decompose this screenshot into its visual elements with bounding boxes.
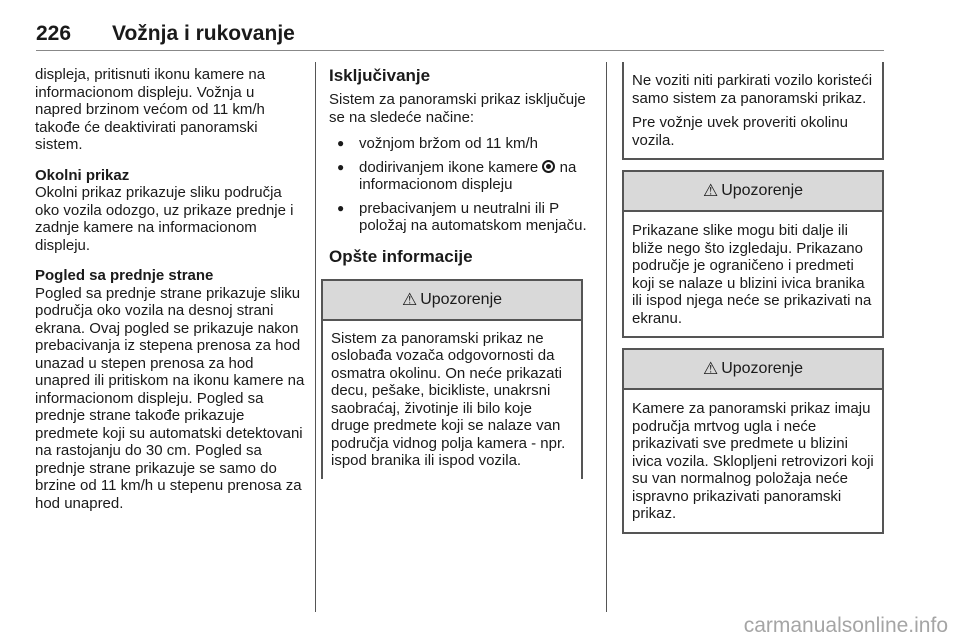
header-rule bbox=[36, 50, 884, 51]
section-front-view bbox=[35, 267, 305, 512]
section-text: Pogled sa prednje strane prikazuje sliku područja oko vozila na desnoj strani ekrana. Ovaj pogled se prikazuje nakon prebacivanja iz stepena prenosa za hod unazad u stepen prenosa za hod unapred ili pritiskom na ikonu kamere na informacionom displeju. Pogled sa prednje strane takođe prikazuje predmete koji su automatski detektovani na rastojanju do 30 cm. Pogled sa prednje strane prikazuje se samo do brzine od 11 km/h u stepenu prenosa za hod unapred. bbox=[35, 284, 305, 512]
list-item: ● vožnjom bržom od 11 km/h bbox=[329, 135, 594, 153]
turn-off-intro: Sistem za panoramski prikaz isključuje se na sledeće načine: bbox=[329, 91, 586, 126]
note-text: Pre vožnje uvek proveriti okolinu vozila. bbox=[632, 114, 848, 149]
warning-body bbox=[323, 321, 581, 479]
warning-box bbox=[321, 279, 583, 479]
section-title: Pogled sa prednje strane bbox=[35, 267, 214, 284]
intro-paragraph: displeja, pritisnuti ikonu kamere na informacionom displeju. Vožnja u napred brzinom većom od 11 km/h takođe će deaktivirati panoramski sistem. bbox=[35, 66, 266, 153]
warning-body bbox=[624, 212, 882, 336]
warning-text: Kamere za panoramski prikaz imaju područja mrtvog ugla i neće prikazivati sve predmete u blizini ivica vozila. Sklopljeni retrovizori koji su van normalnog položaja neće ispravno prikazivati panoramski prikaz. bbox=[632, 400, 874, 522]
list-item: ● dodirivanjem ikone kamere na informacionom displeju bbox=[329, 159, 594, 194]
warning-title: Upozorenje bbox=[721, 182, 804, 200]
warning-title: Upozorenje bbox=[420, 290, 503, 308]
warning-icon: ⚠ bbox=[401, 289, 418, 309]
column-divider-2 bbox=[606, 62, 607, 612]
note-body bbox=[624, 62, 882, 158]
camera-settings-icon bbox=[542, 160, 555, 173]
list-item: ● prebacivanjem u neutralni ili P položaj na automatskom menjaču. bbox=[329, 200, 594, 235]
section-text: Okolni prikaz prikazuje sliku područja oko vozila odozgo, uz prikaze prednje i zadnje kamere na informacionom displeju. bbox=[35, 184, 294, 254]
warning-text: Prikazane slike mogu biti dalje ili bliže nego što izgledaju. Prikazano područje je ograničeno i predmeti koji se nalaze u blizini ivica branika ili ispod njega neće se prikazivati na ekranu. bbox=[632, 222, 872, 327]
section-surround-view bbox=[35, 167, 305, 255]
warning-box bbox=[622, 170, 884, 338]
page-number: 226 bbox=[36, 22, 72, 45]
warning-header bbox=[624, 350, 882, 390]
page-title: Vožnja i rukovanje bbox=[112, 22, 295, 45]
warning-title: Upozorenje bbox=[721, 360, 804, 378]
warning-header bbox=[323, 281, 581, 321]
note-box bbox=[622, 62, 884, 160]
heading-general-info: Opšte informacije bbox=[329, 246, 473, 266]
turn-off-list bbox=[329, 135, 594, 235]
heading-turn-off: Isključivanje bbox=[329, 66, 431, 85]
warning-icon: ⚠ bbox=[702, 359, 719, 379]
warning-body bbox=[624, 390, 882, 532]
warning-box bbox=[622, 348, 884, 534]
warning-icon: ⚠ bbox=[702, 181, 719, 201]
warning-header bbox=[624, 172, 882, 212]
watermark: carmanualsonline.info bbox=[743, 614, 948, 637]
column-divider-1 bbox=[315, 62, 316, 612]
column-2 bbox=[329, 66, 594, 479]
column-3 bbox=[622, 62, 884, 534]
warning-text: Sistem za panoramski prikaz ne oslobađa vozača odgovornosti da osmatra okolinu. On neće prikazati decu, pešake, bicikliste, unakrsni saobraćaj, životinje ili bilo koje druge predmete koji se nalaze van područja vidnog polja kamera - npr. ispod branika ili ispod vozila. bbox=[331, 329, 566, 469]
column-1 bbox=[35, 66, 305, 525]
note-text: Ne voziti niti parkirati vozilo koristeći samo sistem za panoramski prikaz. bbox=[632, 72, 873, 107]
section-title: Okolni prikaz bbox=[35, 166, 130, 184]
